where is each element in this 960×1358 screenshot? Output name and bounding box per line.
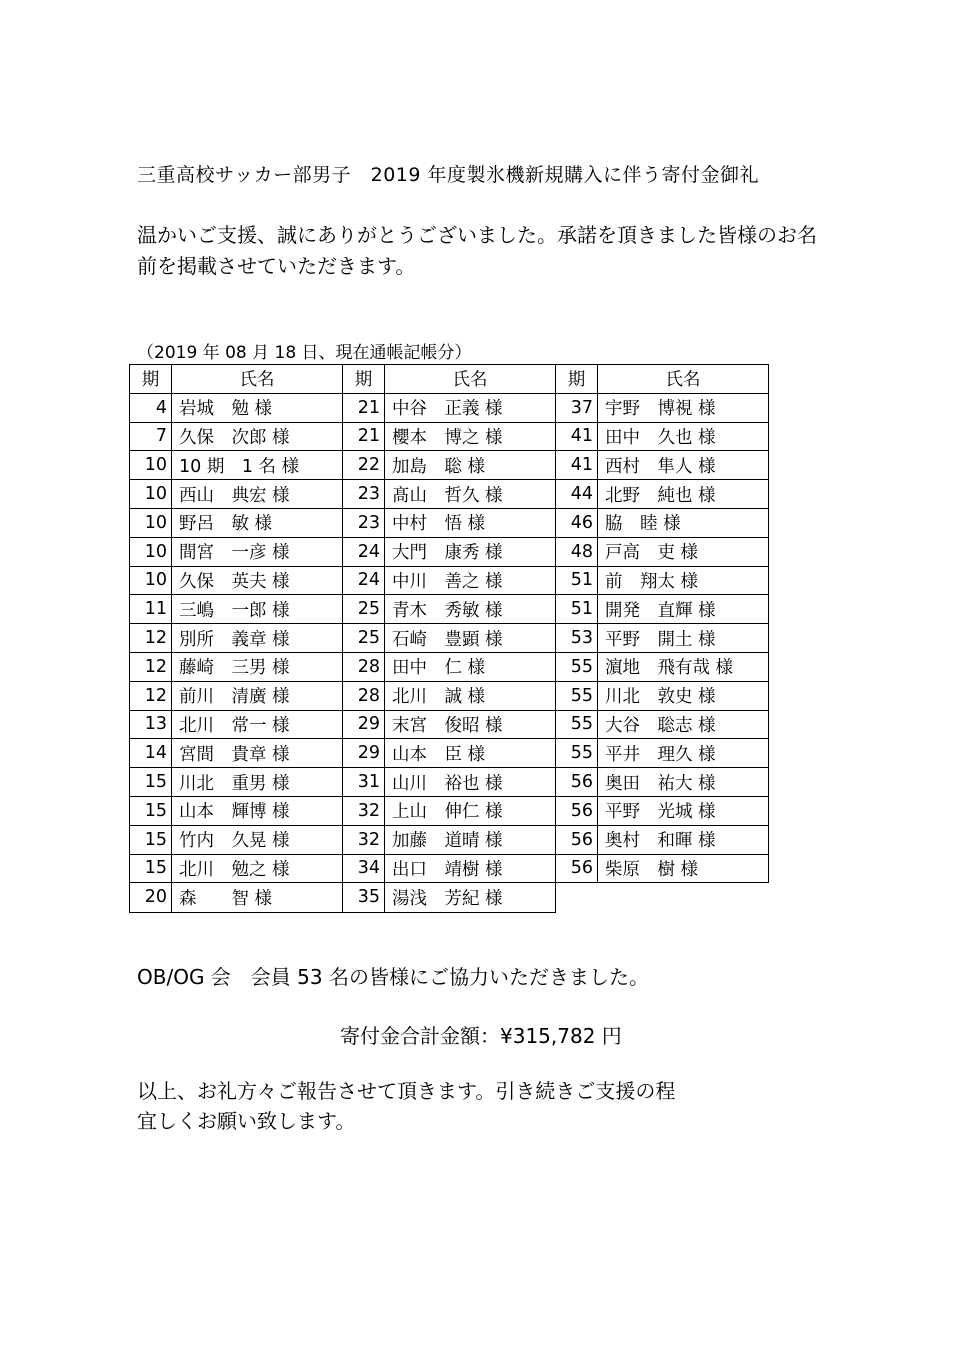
donor-name-cell: 前川 清廣 様 bbox=[172, 681, 343, 710]
table-row bbox=[130, 710, 769, 739]
term-cell: 51 bbox=[556, 566, 598, 595]
term-cell: 29 bbox=[343, 710, 385, 739]
table-row bbox=[130, 825, 769, 854]
term-cell: 32 bbox=[343, 825, 385, 854]
donor-name-cell: 野呂 敏 様 bbox=[172, 508, 343, 537]
term-cell: 23 bbox=[343, 480, 385, 509]
donor-name-cell: 北野 純也 様 bbox=[598, 480, 769, 509]
term-cell: 10 bbox=[130, 451, 172, 480]
term-cell: 55 bbox=[556, 739, 598, 768]
donor-name-cell: 竹内 久晃 様 bbox=[172, 825, 343, 854]
table-row bbox=[130, 796, 769, 825]
table-row bbox=[130, 883, 769, 912]
donor-name-cell: 宮間 貴章 様 bbox=[172, 739, 343, 768]
table-row bbox=[130, 739, 769, 768]
donor-name-cell: 田中 久也 様 bbox=[598, 422, 769, 451]
donor-name-cell: 上山 伸仁 様 bbox=[385, 796, 556, 825]
donor-name-cell: 出口 靖樹 様 bbox=[385, 854, 556, 883]
term-cell: 10 bbox=[130, 508, 172, 537]
donor-name-cell: 平井 理久 様 bbox=[598, 739, 769, 768]
donor-table bbox=[129, 364, 769, 913]
term-cell: 37 bbox=[556, 393, 598, 422]
term-cell: 28 bbox=[343, 681, 385, 710]
term-cell: 10 bbox=[130, 537, 172, 566]
donor-name-cell: 末宮 俊昭 様 bbox=[385, 710, 556, 739]
as-of-date-note: （2019 年 08 月 18 日、現在通帳記帳分） bbox=[137, 343, 472, 363]
term-cell: 4 bbox=[130, 393, 172, 422]
term-cell: 56 bbox=[556, 854, 598, 883]
term-cell: 34 bbox=[343, 854, 385, 883]
donor-name-cell: 田中 仁 様 bbox=[385, 652, 556, 681]
term-cell: 12 bbox=[130, 681, 172, 710]
table-row bbox=[130, 480, 769, 509]
donor-name-cell: 石崎 豊顕 様 bbox=[385, 624, 556, 653]
term-cell: 24 bbox=[343, 566, 385, 595]
donor-name-cell: 加島 聡 様 bbox=[385, 451, 556, 480]
intro-line-2: 前を掲載させていただきます。 bbox=[137, 254, 416, 278]
donor-name-cell: 青木 秀敏 様 bbox=[385, 595, 556, 624]
term-cell: 15 bbox=[130, 825, 172, 854]
donor-name-cell: 中谷 正義 様 bbox=[385, 393, 556, 422]
term-cell: 21 bbox=[343, 393, 385, 422]
term-cell: 25 bbox=[343, 624, 385, 653]
donor-name-cell: 奥田 祐大 様 bbox=[598, 768, 769, 797]
table-row bbox=[130, 566, 769, 595]
header-term: 期 bbox=[130, 365, 172, 394]
donor-name-cell: 山本 輝博 様 bbox=[172, 796, 343, 825]
donor-name-cell: 川北 敦史 様 bbox=[598, 681, 769, 710]
donor-name-cell: 山川 裕也 様 bbox=[385, 768, 556, 797]
donor-name-cell: 中村 悟 様 bbox=[385, 508, 556, 537]
donor-table-body bbox=[130, 365, 769, 913]
donor-name-cell: 柴原 樹 様 bbox=[598, 854, 769, 883]
term-cell: 15 bbox=[130, 768, 172, 797]
donor-name-cell: 久保 英夫 様 bbox=[172, 566, 343, 595]
table-row bbox=[130, 854, 769, 883]
donor-name-cell: 久保 次郎 様 bbox=[172, 422, 343, 451]
donor-name-cell: 加藤 道晴 様 bbox=[385, 825, 556, 854]
donor-name-cell: 宇野 博視 様 bbox=[598, 393, 769, 422]
term-cell: 32 bbox=[343, 796, 385, 825]
donor-name-cell: 北川 常一 様 bbox=[172, 710, 343, 739]
table-row bbox=[130, 624, 769, 653]
term-cell: 41 bbox=[556, 451, 598, 480]
header-term: 期 bbox=[556, 365, 598, 394]
table-row bbox=[130, 768, 769, 797]
empty-cell bbox=[556, 883, 769, 912]
closing-line-2: 宜しくお願い致します。 bbox=[137, 1109, 356, 1133]
donor-name-cell: 濵地 飛有哉 様 bbox=[598, 652, 769, 681]
term-cell: 28 bbox=[343, 652, 385, 681]
term-cell: 12 bbox=[130, 624, 172, 653]
header-name: 氏名 bbox=[598, 365, 769, 394]
table-row bbox=[130, 681, 769, 710]
donor-name-cell: 北川 誠 様 bbox=[385, 681, 556, 710]
term-cell: 56 bbox=[556, 796, 598, 825]
term-cell: 11 bbox=[130, 595, 172, 624]
term-cell: 44 bbox=[556, 480, 598, 509]
donor-name-cell: 平野 光城 様 bbox=[598, 796, 769, 825]
donor-name-cell: 櫻本 博之 様 bbox=[385, 422, 556, 451]
members-note: OB/OG 会 会員 53 名の皆様にご協力いただきました。 bbox=[137, 965, 649, 989]
donor-name-cell: 西村 隼人 様 bbox=[598, 451, 769, 480]
term-cell: 7 bbox=[130, 422, 172, 451]
closing-paragraph bbox=[137, 1076, 675, 1136]
term-cell: 15 bbox=[130, 796, 172, 825]
donor-name-cell: 岩城 勉 様 bbox=[172, 393, 343, 422]
donor-name-cell: 大谷 聡志 様 bbox=[598, 710, 769, 739]
donor-name-cell: 戸高 吏 様 bbox=[598, 537, 769, 566]
intro-paragraph bbox=[137, 220, 837, 282]
table-row bbox=[130, 422, 769, 451]
header-name: 氏名 bbox=[172, 365, 343, 394]
header-name: 氏名 bbox=[385, 365, 556, 394]
term-cell: 10 bbox=[130, 566, 172, 595]
term-cell: 35 bbox=[343, 883, 385, 912]
header-term: 期 bbox=[343, 365, 385, 394]
donor-name-cell: 三嶋 一郎 様 bbox=[172, 595, 343, 624]
donor-name-cell: 奥村 和暉 様 bbox=[598, 825, 769, 854]
term-cell: 55 bbox=[556, 652, 598, 681]
donor-name-cell: 山本 臣 様 bbox=[385, 739, 556, 768]
donor-name-cell: 湯浅 芳紀 様 bbox=[385, 883, 556, 912]
term-cell: 20 bbox=[130, 883, 172, 912]
donor-name-cell: 10 期 1 名 様 bbox=[172, 451, 343, 480]
term-cell: 29 bbox=[343, 739, 385, 768]
table-row bbox=[130, 595, 769, 624]
donor-name-cell: 中川 善之 様 bbox=[385, 566, 556, 595]
term-cell: 55 bbox=[556, 681, 598, 710]
term-cell: 21 bbox=[343, 422, 385, 451]
term-cell: 23 bbox=[343, 508, 385, 537]
term-cell: 55 bbox=[556, 710, 598, 739]
table-row bbox=[130, 537, 769, 566]
donor-name-cell: 平野 開土 様 bbox=[598, 624, 769, 653]
term-cell: 22 bbox=[343, 451, 385, 480]
donor-name-cell: 森 智 様 bbox=[172, 883, 343, 912]
donor-name-cell: 間宮 一彦 様 bbox=[172, 537, 343, 566]
table-row bbox=[130, 393, 769, 422]
intro-line-1: 温かいご支援、誠にありがとうございました。承諾を頂きました皆様のお名 bbox=[137, 223, 817, 247]
term-cell: 12 bbox=[130, 652, 172, 681]
donor-name-cell: 藤崎 三男 様 bbox=[172, 652, 343, 681]
term-cell: 15 bbox=[130, 854, 172, 883]
table-row bbox=[130, 508, 769, 537]
term-cell: 10 bbox=[130, 480, 172, 509]
term-cell: 51 bbox=[556, 595, 598, 624]
donor-name-cell: 前 翔太 様 bbox=[598, 566, 769, 595]
table-row bbox=[130, 451, 769, 480]
donor-name-cell: 別所 義章 様 bbox=[172, 624, 343, 653]
donor-name-cell: 脇 睦 様 bbox=[598, 508, 769, 537]
closing-line-1: 以上、お礼方々ご報告させて頂きます。引き続きご支援の程 bbox=[137, 1079, 676, 1103]
donor-name-cell: 髙山 哲久 様 bbox=[385, 480, 556, 509]
donor-name-cell: 開発 直輝 様 bbox=[598, 595, 769, 624]
donation-total: 寄付金合計金額：¥315,782 円 bbox=[340, 1024, 622, 1048]
donor-name-cell: 西山 典宏 様 bbox=[172, 480, 343, 509]
table-row bbox=[130, 652, 769, 681]
term-cell: 48 bbox=[556, 537, 598, 566]
page-title: 三重高校サッカー部男子 2019 年度製氷機新規購入に伴う寄付金御礼 bbox=[137, 164, 760, 186]
donor-name-cell: 川北 重男 様 bbox=[172, 768, 343, 797]
term-cell: 56 bbox=[556, 825, 598, 854]
term-cell: 56 bbox=[556, 768, 598, 797]
donor-name-cell: 大門 康秀 様 bbox=[385, 537, 556, 566]
term-cell: 53 bbox=[556, 624, 598, 653]
term-cell: 25 bbox=[343, 595, 385, 624]
term-cell: 13 bbox=[130, 710, 172, 739]
term-cell: 46 bbox=[556, 508, 598, 537]
donor-name-cell: 北川 勉之 様 bbox=[172, 854, 343, 883]
term-cell: 31 bbox=[343, 768, 385, 797]
term-cell: 41 bbox=[556, 422, 598, 451]
term-cell: 14 bbox=[130, 739, 172, 768]
term-cell: 24 bbox=[343, 537, 385, 566]
table-header-row bbox=[130, 365, 769, 394]
